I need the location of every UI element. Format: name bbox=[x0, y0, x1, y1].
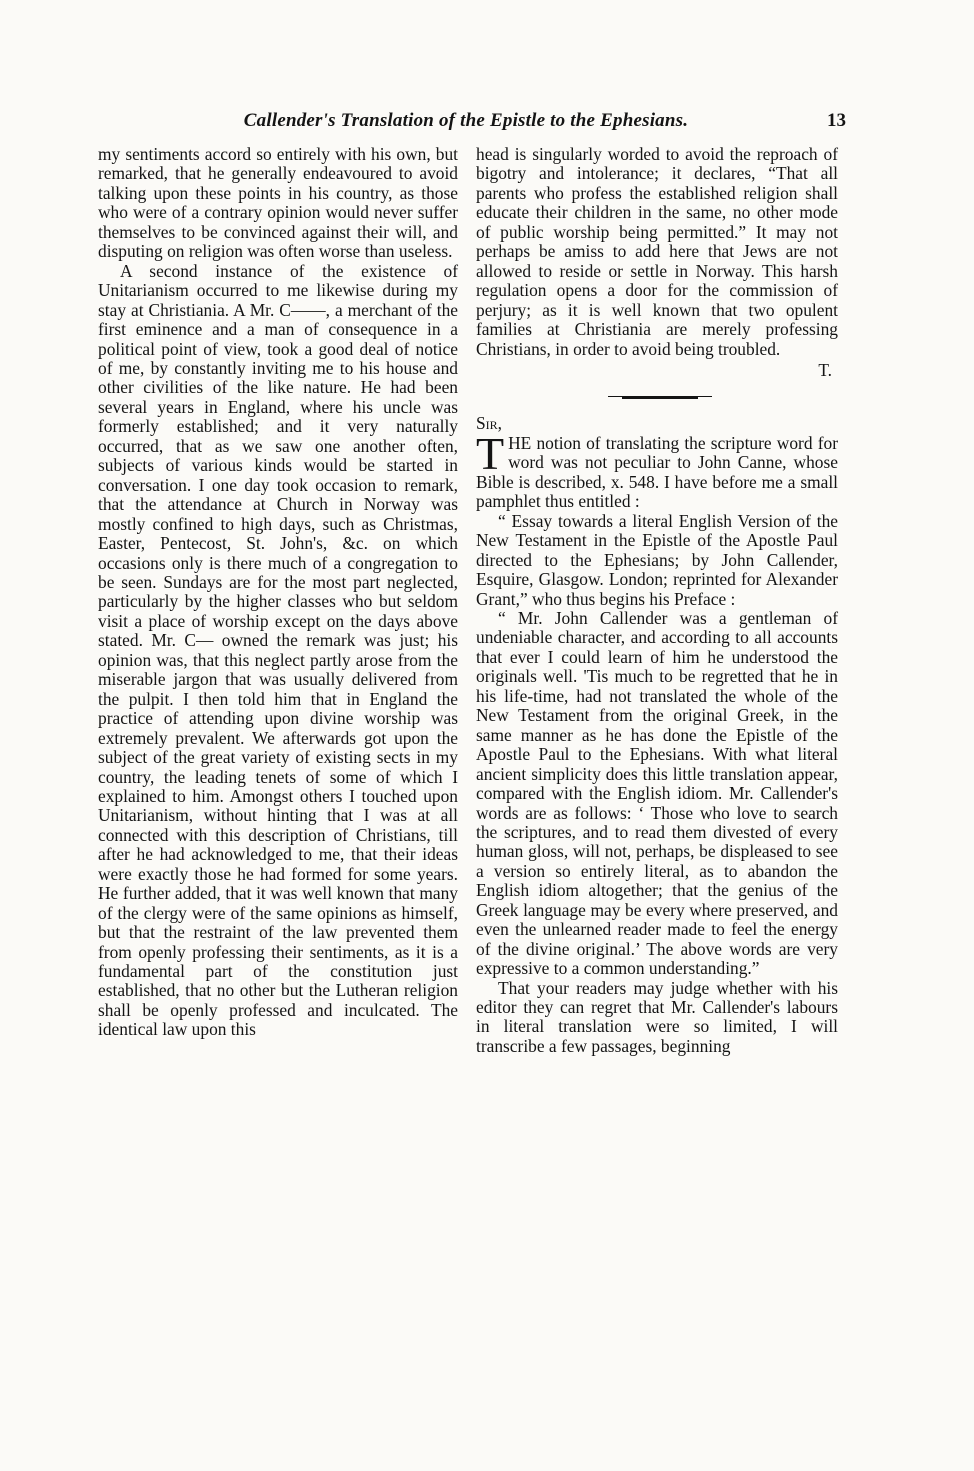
page-number: 13 bbox=[827, 110, 846, 131]
signature: T. bbox=[818, 359, 832, 380]
letter-opening-paragraph bbox=[476, 427, 838, 512]
drop-cap: T bbox=[476, 427, 505, 479]
ornamental-rule bbox=[622, 396, 698, 399]
paragraph: head is singularly worded to avoid the reproach of bigotry and intolerance; it declares, “That all parents who profess the established religion shall educate their children in the same, no other mode of public worship being permitted.” It may not perhaps be amiss to add here that Jews are not allowed to reside or settle in Norway. This harsh regulation opens a door for the commission of perjury; as it is well known that two opulent families at Christiania are merely professing Christians, in order to avoid being troubled. bbox=[476, 144, 838, 359]
paragraph: my sentiments accord so entirely with his own, but remarked, that he generally endeavoured to avoid talking upon these points in his country, as those who were of a contrary opinion would never suffer themselves to be convinced against their will, and disputing on religion was often worse than useless. bbox=[98, 144, 458, 262]
salutation: Sir, bbox=[476, 413, 503, 434]
paragraph: “ Mr. John Callender was a gentleman of undeniable character, and according to all accounts that ever I could learn of him he understood the originals well. 'Tis much to be regretted that he in his life-time, had not translated the whole of the New Testament from the original Greek, in the same manner as he has done the Epistle of the Apostle Paul to the Ephesians. With what literal ancient simplicity does this little translation appear, compared with the English idiom. Mr. Callender's words are as follows: ‘ Those who love to search the scriptures, and to read them divested of every human gloss, will not, perhaps, be displeased to see a version so entirely literal, as to abandon the English idiom altogether; that the genius of the Greek language may be every where preserved, and even the unlearned reader made to feel the energy of the divine original.’ The above words are very expressive to a common understanding.” bbox=[476, 607, 838, 979]
paragraph: A second instance of the existence of Unitarianism occurred to me likewise during my stay at Christiania. A Mr. C——, a merchant of the first eminence and a man of consequence in a political point of view, took a good deal of notice of me, by constantly inviting me to his house and other civilities of the like nature. He had been several years in England, where his uncle was formerly established; and it very naturally occurred, that as we saw one another often, subjects of various kinds would be started in conversation. I one day took occasion to remark, that the attendance at Church in Norway was mostly confined to high days, such as Christmas, Easter, Pentecost, St. John's, &c. on which occasions only is there much of a congregation to be seen. Sundays are for the most part neglected, particularly by the higher classes who but seldom visit a place of worship except on the days above stated. Mr. C— owned the remark was just; his opinion was, that this neglect partly arose from the miserable jargon that was usually delivered from the pulpit. I then told him that in England the practice of attending upon divine worship was extremely prevalent. We afterwards got upon the subject of the great variety of existing sects in my country, the leading tenets of some of which I explained to him. Amongst others I touched upon Unitarianism, without hinting that I was at all connected with this description of Christians, till after he had acknowledged to me, that their ideas were exactly those he had formed for some years. He further added, that it was well known that many of the clergy were of the same opinions as himself, but that the restraint of the law prevented them from openly professing their sentiments, as it is a fundamental part of the constitution just established, that no other but the Lutheran religion shall be openly professed and inculcated. The identical law upon this bbox=[98, 260, 458, 1040]
paragraph: “ Essay towards a literal English Version of the New Testament in the Epistle of the Apostle Paul directed to the Ephesians; by John Callender, Esquire, Glasgow. London; reprinted for Alexander Grant,” who thus begins his Preface : bbox=[476, 510, 838, 609]
paragraph: That your readers may judge whether with his editor they can regret that Mr. Callender's labours in literal translation were so limited, I will transcribe a few passages, beginning bbox=[476, 977, 838, 1056]
running-title: Callender's Translation of the Epistle to the Ephesians. bbox=[243, 110, 689, 131]
page-header bbox=[96, 110, 846, 138]
left-column bbox=[98, 145, 458, 1040]
right-column bbox=[476, 145, 838, 1056]
paragraph-text: HE notion of translating the scripture word for word was not peculiar to John Canne, whose Bible is described, x. 548. I have before me a small pamphlet thus entitled : bbox=[476, 432, 838, 512]
section-divider bbox=[476, 380, 838, 414]
